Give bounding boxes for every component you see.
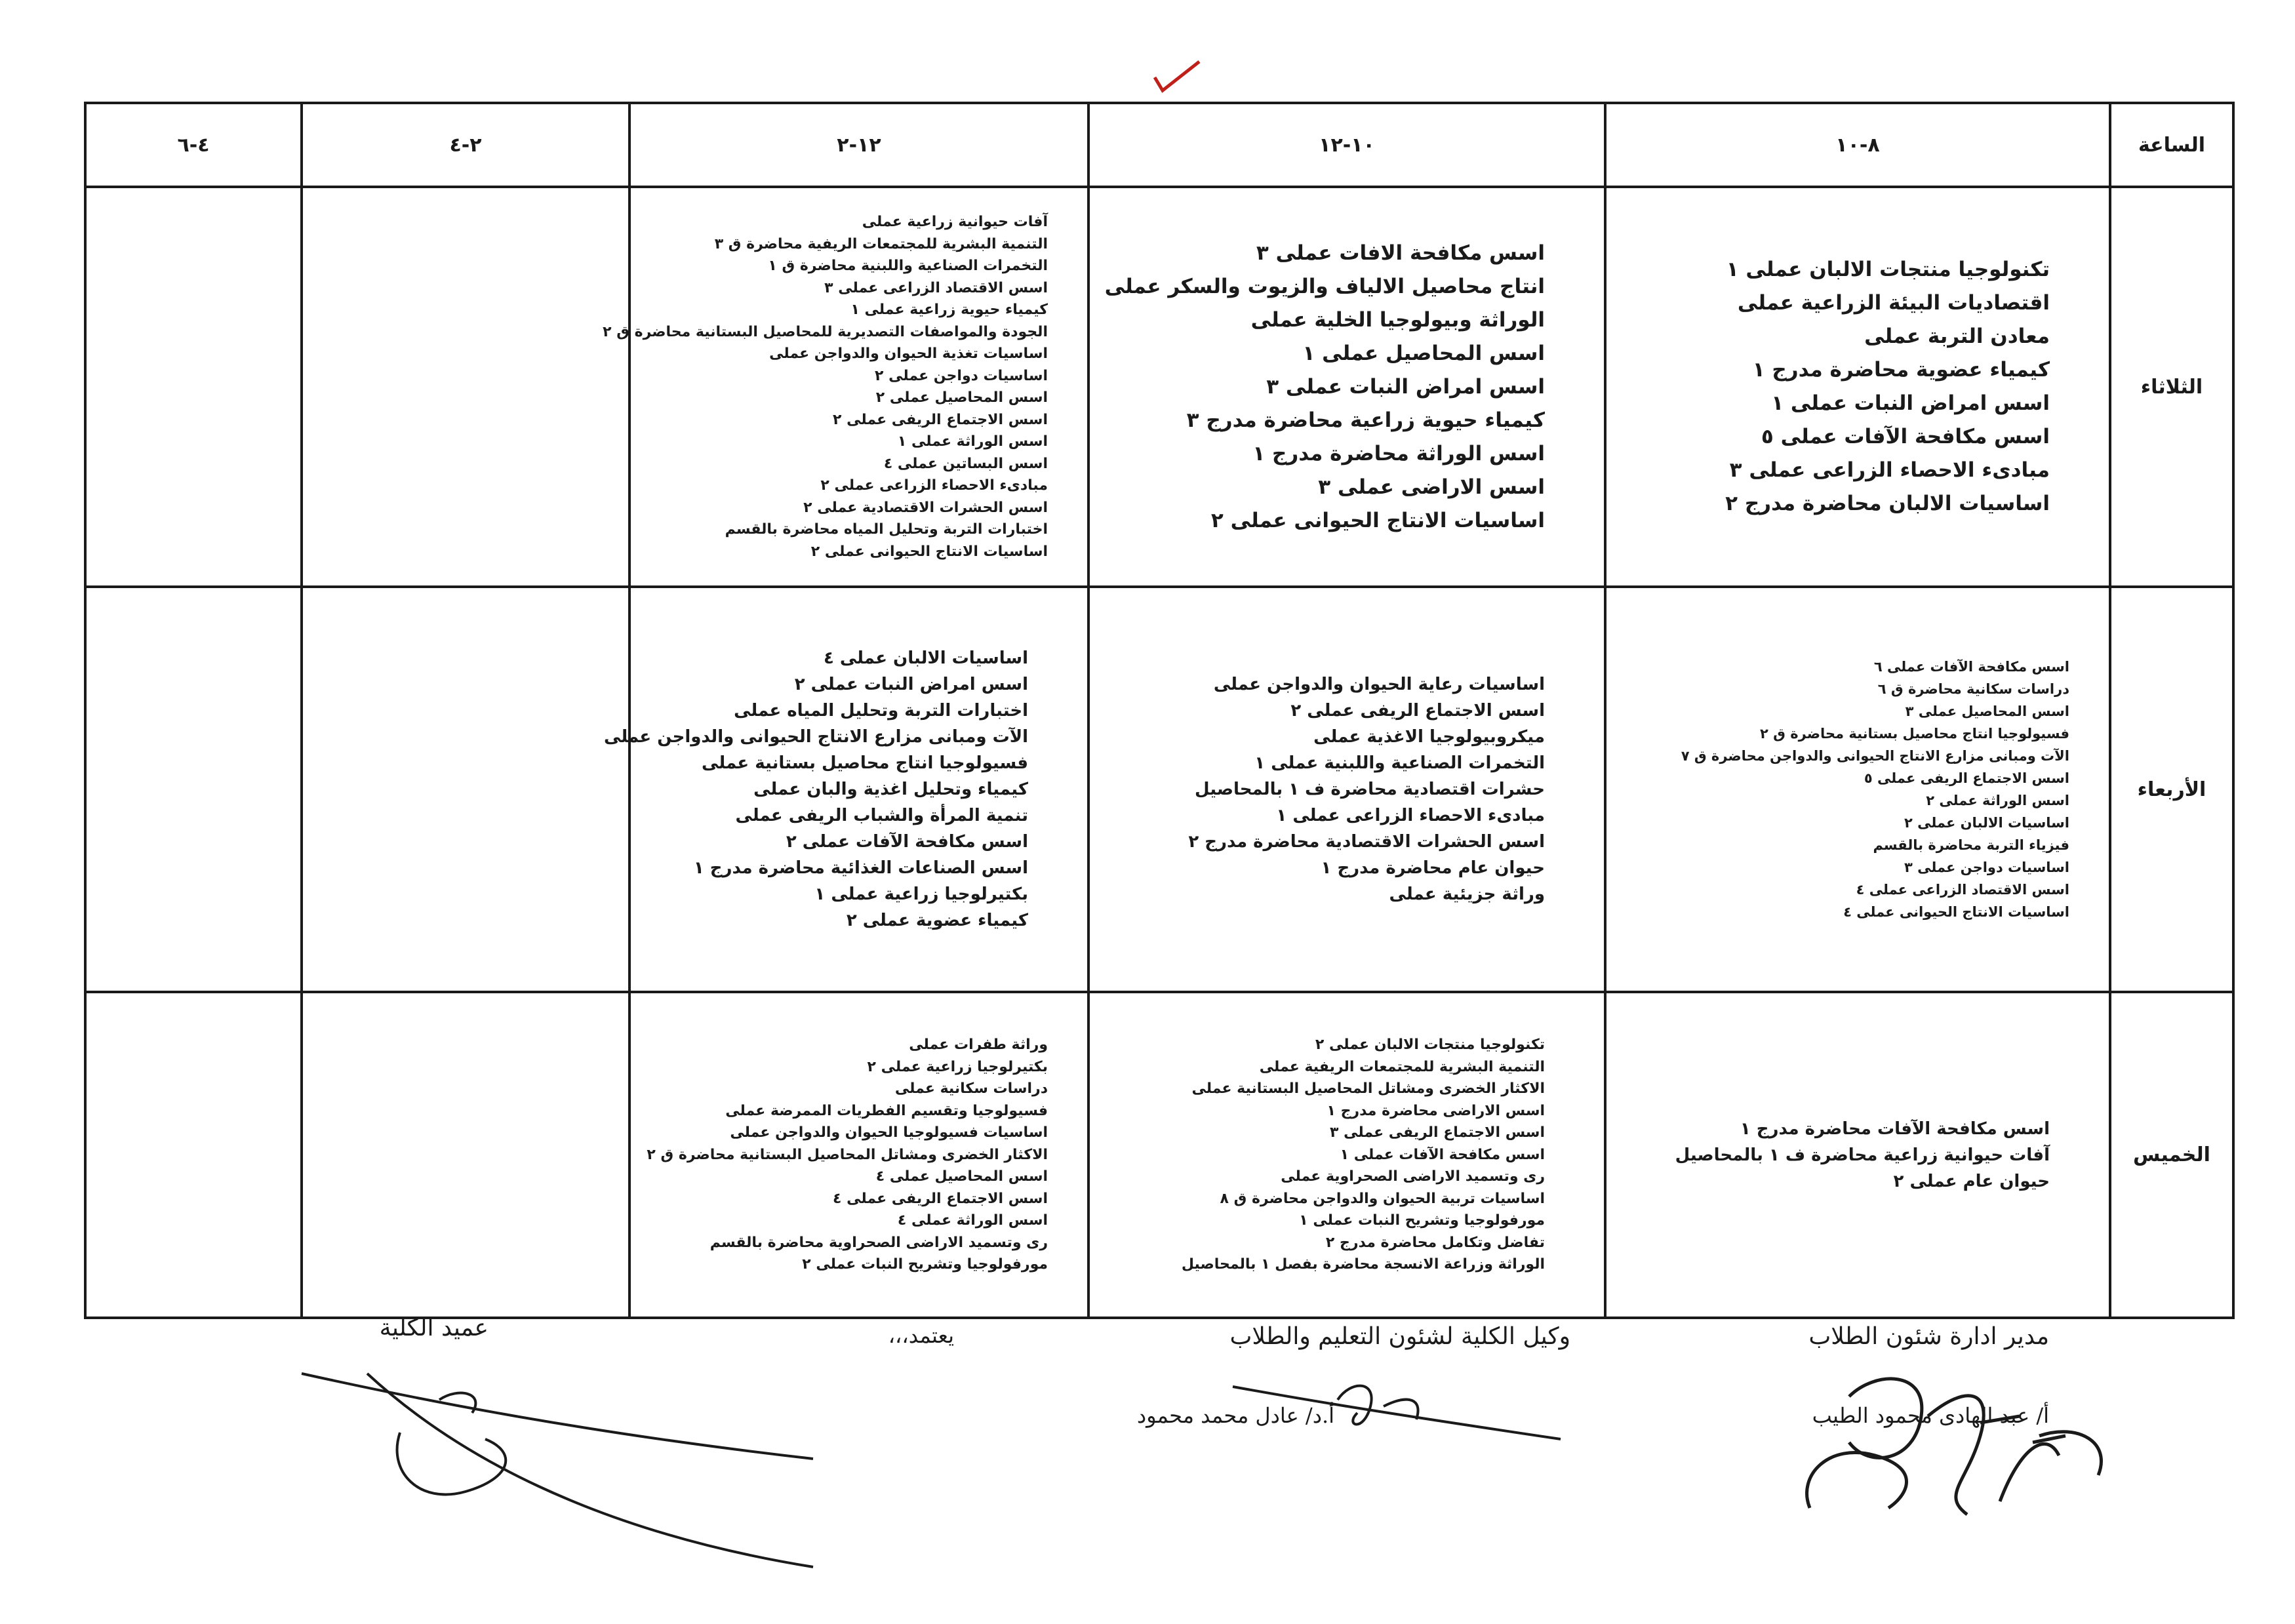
course-entry: اختبارات التربة وتحليل المياه محاضرة بالقسم (725, 521, 1048, 538)
day-thursday: الخميس (2110, 992, 2233, 1318)
course-entry: اسس البساتين عملى ٤ (883, 455, 1048, 472)
cell-tuesday-slot4 (302, 187, 629, 587)
course-entry: فيزياء التربة محاضرة بالقسم (1873, 837, 2069, 853)
header-slot-8-10: ٨-١٠ (1605, 103, 2110, 187)
course-entry: فسيولوجيا انتاج محاصيل بستانية محاضرة ق ٢ (1760, 726, 2069, 742)
header-slot-2-4: ٢-٤ (302, 103, 629, 187)
course-entry: كيمياء عضوية محاضرة مدرج ١ (1752, 358, 2050, 382)
course-entry: دراسات سكانية عملى (894, 1080, 1048, 1098)
course-entry: مبادىء الاحصاء الزراعى عملى ١ (1276, 806, 1545, 825)
course-entry: الوراثة وزراعة الانسجة محاضرة بفصل ١ بالمحاصيل (1181, 1256, 1545, 1273)
cell-wednesday-slot3 (604, 587, 1088, 992)
course-entry: اسس الصناعات الغذائية محاضرة مدرج ١ (693, 858, 1028, 878)
course-entry: اسس المحاصيل عملى ١ (1302, 341, 1545, 365)
course-entry: اساسيات الالبان محاضرة مدرج ٢ (1725, 492, 2050, 515)
course-entry: اسس مكافحة الآفات محاضرة مدرج ١ (1740, 1119, 2050, 1139)
course-entry: اسس المحاصيل عملى ٣ (1905, 703, 2069, 719)
course-entry: اسس الاقتصاد الزراعى عملى ٤ (1856, 882, 2069, 898)
course-entry: مبادىء الاحصاء الزراعى عملى ٢ (820, 477, 1048, 494)
cell-tuesday-slot3 (603, 187, 1088, 587)
course-entry: حيوان عام محاضرة مدرج ١ (1321, 858, 1545, 878)
course-entry: التنمية البشرية للمجتمعات الريفية عملى (1259, 1058, 1545, 1075)
cell-wednesday-slot1 (1605, 587, 2110, 992)
course-entry: اسس الاراضى عملى ٣ (1318, 475, 1545, 499)
course-entry: اسس مكافحة الآفات عملى ٦ (1873, 659, 2069, 675)
course-entry: حشرات اقتصادية محاضرة ف ١ بالمحاصيل (1195, 780, 1545, 799)
course-entry: اساسيات الانتاج الحيوانى عملى ٢ (1210, 508, 1545, 532)
course-entry: اسس مكافحة الآفات عملى ٢ (786, 832, 1028, 852)
course-entry: اساسيات تربية الحيوان والدواجن محاضرة ق ٨ (1220, 1190, 1545, 1207)
course-entry: اختبارات التربة وتحليل المياه عملى (734, 701, 1028, 721)
course-entry: كيمياء حيوية زراعية عملى ١ (850, 302, 1048, 318)
course-entry: الجودة والمواصفات التصديرية للمحاصيل البستانية محاضرة ق ٢ (603, 323, 1048, 340)
course-entry: اسس الوراثة عملى ٢ (1926, 793, 2069, 808)
course-entry: اسس امراض النبات عملى ٢ (794, 675, 1028, 694)
cell-thursday-slot4 (302, 992, 629, 1318)
course-entry: اسس المحاصيل عملى ٤ (875, 1168, 1048, 1185)
cell-tuesday-slot1 (1605, 187, 2110, 587)
course-entry: تنمية المرأة والشباب الريفى عملى (735, 806, 1028, 825)
header-hour: الساعة (2110, 103, 2233, 187)
approve-text: يعتمد،،، (888, 1323, 954, 1348)
course-entry: مبادىء الاحصاء الزراعى عملى ٣ (1729, 458, 2050, 482)
course-entry: بكتيرلوجيا زراعية عملى ٢ (867, 1058, 1048, 1075)
course-entry: اسس الحشرات الاقتصادية محاضرة مدرج ٢ (1188, 832, 1545, 852)
course-entry: اسس مكافحة الافات عملى ٣ (1256, 241, 1545, 265)
course-entry: حيوان عام عملى ٢ (1893, 1171, 2050, 1191)
course-entry: التخمرات الصناعية واللبنية محاضرة ق ١ (768, 258, 1048, 274)
course-entry: اساسيات فسيولوجيا الحيوان والدواجن عملى (730, 1124, 1048, 1141)
check-mark-icon (1151, 58, 1203, 97)
course-entry: اساسيات الانتاج الحيوانى عملى ٢ (810, 543, 1048, 560)
course-entry: اساسيات دواجن عملى ٣ (1904, 860, 2069, 875)
course-entry: ميكروبيولوجيا الاغذية عملى (1313, 727, 1545, 747)
course-entry: اسس المحاصيل عملى ٢ (875, 389, 1048, 406)
vice-dean-title: وكيل الكلية لشئون التعليم والطلاب (1229, 1323, 1570, 1350)
course-entry: رى وتسميد الاراضى الصحراوية عملى (1281, 1168, 1545, 1185)
course-entry: الآت ومبانى مزارع الانتاج الحيوانى والدواجن عملى (604, 727, 1028, 747)
course-entry: اسس الاجتماع الريفى عملى ٢ (1290, 701, 1545, 721)
course-entry: وراثة طفرات عملى (909, 1037, 1048, 1054)
schedule-table (84, 102, 2235, 1319)
course-entry: الوراثة وبيولوجيا الخلية عملى (1250, 307, 1545, 332)
course-entry: اسس الوراثة عملى ١ (897, 433, 1048, 450)
vice-dean-signature (1226, 1374, 1567, 1446)
course-entry: اسس مكافحة الآفات عملى ٥ (1761, 425, 2050, 448)
course-entry: اسس الوراثة محاضرة مدرج ١ (1252, 441, 1545, 465)
course-entry: اسس الاراضى محاضرة مدرج ١ (1327, 1102, 1545, 1119)
course-entry: اسس مكافحة الآفات عملى ١ (1340, 1146, 1545, 1163)
course-entry: كيمياء وتحليل اغذية والبان عملى (753, 780, 1028, 799)
course-entry: فسيولوجيا انتاج محاصيل بستانية عملى (702, 753, 1028, 773)
row-thursday (85, 992, 2233, 1318)
course-entry: تكنولوجيا منتجات الالبان عملى ١ (1726, 258, 2050, 281)
vice-dean-name: أ.د/ عادل محمد محمود (1136, 1403, 1334, 1428)
course-entry: الآت ومبانى مزارع الانتاج الحيوانى والدواجن محاضرة ق ٧ (1681, 748, 2069, 764)
course-entry: اساسيات الالبان عملى ٢ (1904, 815, 2069, 831)
course-entry: مورفولوجيا وتشريح النبات عملى ٢ (802, 1256, 1048, 1273)
course-entry: انتاج محاصيل الالياف والزيوت والسكر عملى (1104, 274, 1545, 298)
header-slot-4-6: ٤-٦ (85, 103, 302, 187)
cell-thursday-slot2 (1088, 992, 1605, 1318)
manager-signature (1770, 1344, 2138, 1534)
header-slot-10-12: ١٠-١٢ (1088, 103, 1605, 187)
course-entry: اساسيات الالبان عملى ٤ (823, 648, 1028, 668)
cell-thursday-slot1 (1605, 992, 2110, 1318)
course-entry: كيمياء حيوية زراعية محاضرة مدرج ٣ (1186, 408, 1545, 432)
course-entry: اسس امراض النبات عملى ٣ (1266, 374, 1545, 399)
course-entry: اساسيات رعاية الحيوان والدواجن عملى (1213, 675, 1545, 694)
header-row (85, 103, 2233, 187)
course-entry: فسيولوجيا وتقسيم الفطريات الممرضة عملى (725, 1102, 1048, 1119)
dean-title: عميد الكلية (379, 1315, 489, 1341)
course-entry: اسس امراض النبات عملى ١ (1771, 391, 2050, 415)
cell-wednesday-slot5 (85, 587, 302, 992)
course-entry: التخمرات الصناعية واللبنية عملى ١ (1254, 753, 1545, 773)
course-entry: اساسيات الانتاج الحيوانى عملى ٤ (1843, 904, 2069, 920)
course-entry: اقتصاديات البيئة الزراعية عملى (1737, 291, 2050, 315)
course-entry: دراسات سكانية محاضرة ق ٦ (1877, 681, 2069, 697)
course-entry: اساسيات دواجن عملى ٢ (874, 367, 1048, 384)
course-entry: الاكثار الخضرى ومشاتل المحاصيل البستانية عملى (1191, 1080, 1545, 1098)
manager-name: أ/ عبد الهادى محمود الطيب (1812, 1403, 2049, 1428)
course-entry: اسس الاجتماع الريفى عملى ٣ (1329, 1124, 1545, 1141)
course-entry: آفات حيوانية زراعية محاضرة ف ١ بالمحاصيل (1675, 1145, 2050, 1165)
course-entry: تفاضل وتكامل محاضرة مدرج ٢ (1325, 1234, 1545, 1251)
cell-thursday-slot3 (629, 992, 1088, 1318)
course-entry: رى وتسميد الاراضى الصحراوية محاضرة بالقسم (709, 1234, 1048, 1251)
course-entry: اسس الوراثة عملى ٤ (897, 1212, 1048, 1229)
course-entry: الاكثار الخضرى ومشاتل المحاصيل البستانية محاضرة ق ٢ (647, 1146, 1048, 1163)
course-entry: آفات حيوانية زراعية عملى (862, 214, 1048, 230)
course-entry: بكتيرلوجيا زراعية عملى ١ (814, 884, 1028, 904)
course-entry: معادن التربة عملى (1864, 325, 2050, 348)
row-tuesday (85, 187, 2233, 587)
cell-wednesday-slot4 (302, 587, 629, 992)
header-slot-12-2: ١٢-٢ (629, 103, 1088, 187)
dean-signature (289, 1360, 826, 1570)
course-entry: كيمياء عضوية عملى ٢ (846, 911, 1028, 930)
cell-thursday-slot5 (85, 992, 302, 1318)
course-entry: اسس الاجتماع الريفى عملى ٢ (832, 411, 1048, 428)
course-entry: مورفولوجيا وتشريح النبات عملى ١ (1299, 1212, 1545, 1229)
day-wednesday: الأربعاء (2110, 587, 2233, 992)
course-entry: التنمية البشرية للمجتمعات الريفية محاضرة ق ٣ (714, 235, 1048, 252)
course-entry: اسس الحشرات الاقتصادية عملى ٢ (803, 499, 1048, 516)
course-entry: وراثة جزيئية عملى (1389, 884, 1545, 904)
course-entry: اساسيات تغذية الحيوان والدواجن عملى (769, 346, 1048, 362)
day-tuesday: الثلاثاء (2110, 187, 2233, 587)
course-entry: تكنولوجيا منتجات الالبان عملى ٢ (1315, 1037, 1545, 1054)
cell-tuesday-slot2 (1088, 187, 1605, 587)
course-entry: اسس الاجتماع الريفى عملى ٤ (832, 1190, 1048, 1207)
cell-tuesday-slot5 (85, 187, 302, 587)
course-entry: اسس الاجتماع الريفى عملى ٥ (1864, 770, 2069, 786)
manager-title: مدير ادارة شئون الطلاب (1808, 1323, 2049, 1350)
row-wednesday (85, 587, 2233, 992)
course-entry: اسس الاقتصاد الزراعى عملى ٣ (824, 279, 1048, 296)
cell-wednesday-slot2 (1088, 587, 1605, 992)
